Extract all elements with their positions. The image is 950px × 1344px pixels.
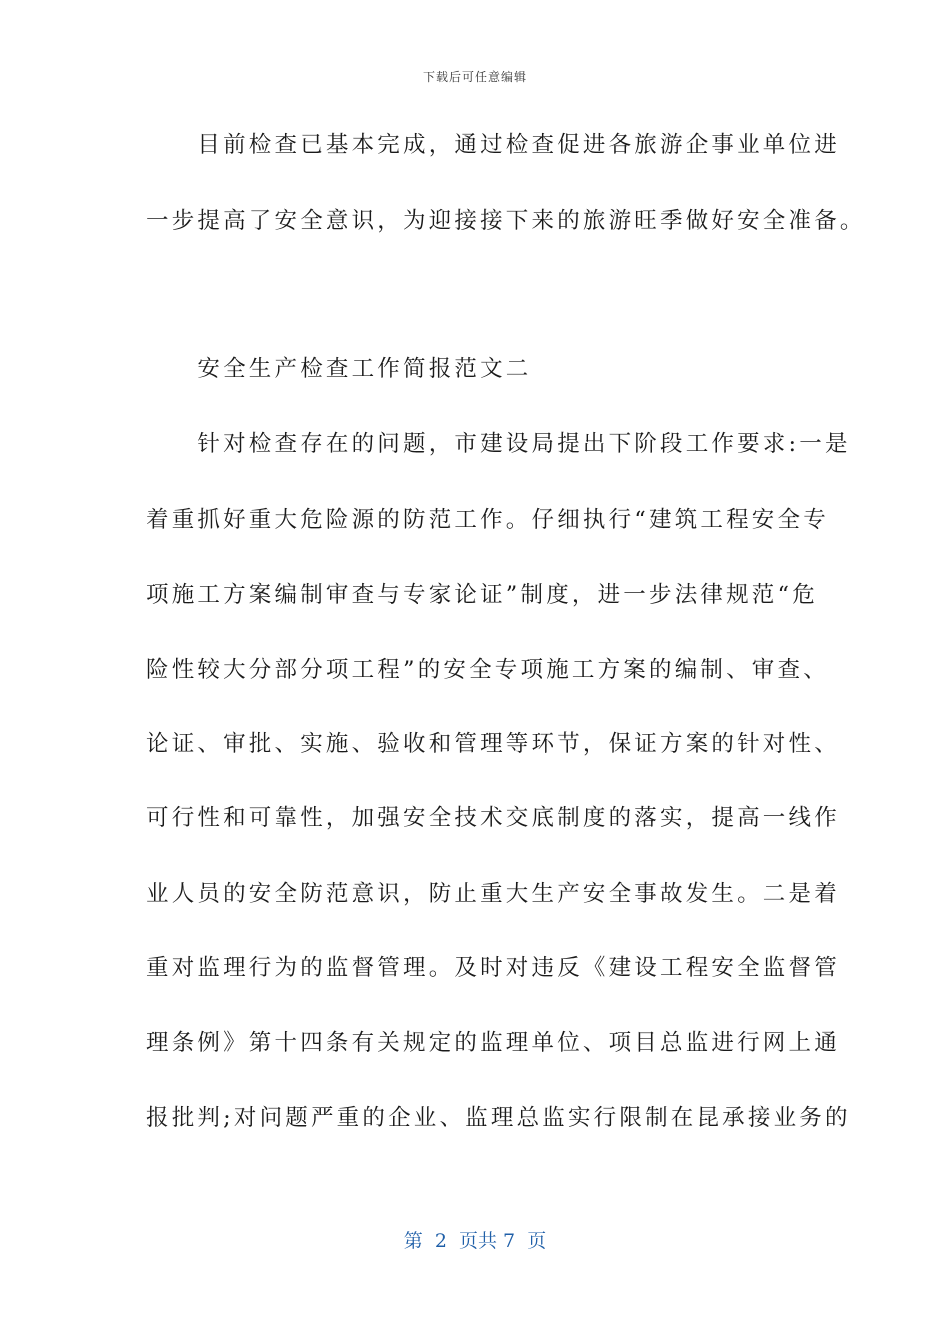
paragraph-line: 可行性和可靠性，加强安全技术交底制度的落实，提高一线作 (146, 805, 840, 831)
page-number-footer: 第 2 页共 7 页 (403, 1230, 547, 1252)
paragraph-line: 重对监理行为的监督管理。及时对违反《建设工程安全监督管 (146, 955, 840, 981)
paragraph-line: 险性较大分部分项工程”的安全专项施工方案的编制、审查、 (146, 657, 829, 683)
paragraph-line: 针对检查存在的问题，市建设局提出下阶段工作要求:一是 (146, 431, 851, 457)
paragraph-line: 报批判;对问题严重的企业、监理总监实行限制在昆承接业务的 (146, 1105, 851, 1131)
header-note: 下载后可任意编辑 (422, 70, 527, 84)
paragraph-line: 项施工方案编制审查与专家论证”制度，进一步法律规范“危 (146, 582, 818, 608)
paragraph-line: 业人员的安全防范意识，防止重大生产安全事故发生。二是着 (146, 881, 840, 907)
paragraph-line: 着重抓好重大危险源的防范工作。仔细执行“建筑工程安全专 (146, 507, 829, 533)
paragraph-line: 一步提高了安全意识，为迎接接下来的旅游旺季做好安全准备。 (146, 208, 866, 234)
paragraph-line: 理条例》第十四条有关规定的监理单位、项目总监进行网上通 (146, 1030, 840, 1056)
paragraph-line: 论证、审批、实施、验收和管理等环节，保证方案的针对性、 (146, 731, 840, 757)
paragraph-line: 目前检查已基本完成，通过检查促进各旅游企事业单位进 (146, 132, 840, 158)
section-heading: 安全生产检查工作简报范文二 (146, 356, 532, 382)
